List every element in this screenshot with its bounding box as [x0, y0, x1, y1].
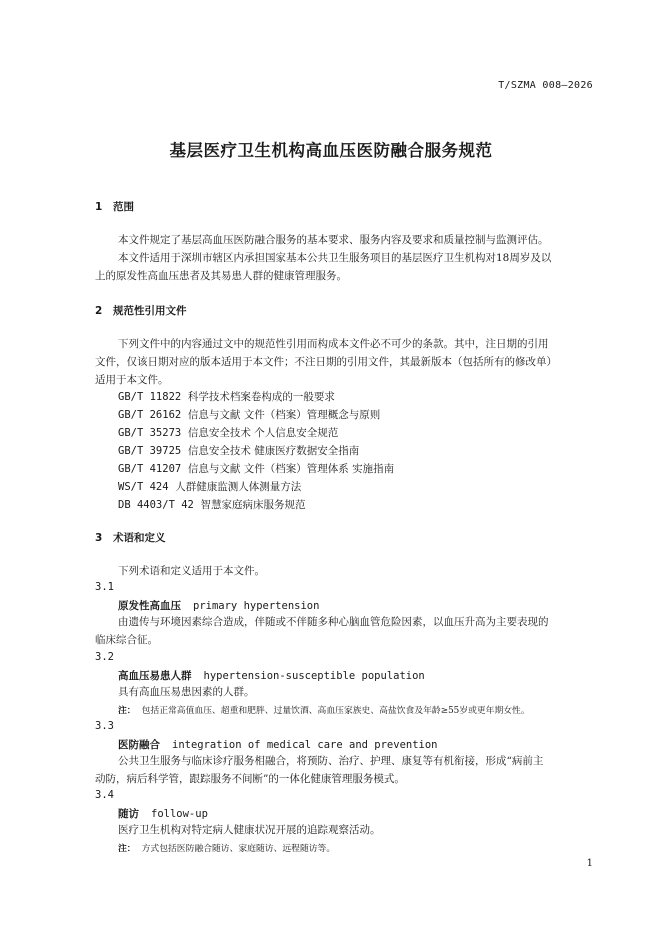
section-2-heading [95, 303, 187, 318]
paragraph: 上的原发性高血压患者及其易患人群的健康管理服务。 [95, 270, 347, 282]
reference-name: 信息与文献 文件（档案）管理体系 实施指南 [187, 463, 395, 475]
document-title: 基层医疗卫生机构高血压医防融合服务规范 [169, 141, 493, 160]
note-text: 方式包括医防融合随访、家庭随访、远程随访等。 [141, 844, 336, 854]
reference-code: GB/T 41207 [118, 463, 182, 475]
term-zh: 医防融合 [118, 739, 160, 751]
term-number: 3.4 [95, 789, 114, 801]
term-definition: 由遗传与环境因素综合造成，伴随或不伴随多种心脑血管危险因素，以血压升高为主要表现的 [118, 616, 549, 628]
paragraph: 文件，仅该日期对应的版本适用于本文件；不注日期的引用文件，其最新版本（包括所有的修改单） [95, 356, 557, 368]
reference-item [118, 443, 359, 458]
reference-code: DB 4403/T 42 [118, 499, 194, 511]
section-title: 范围 [113, 201, 134, 213]
paragraph: 下列文件中的内容通过文中的规范性引用而构成本文件必不可少的条款。其中，注日期的引用 [118, 338, 549, 350]
term-en: primary hypertension [193, 600, 320, 612]
reference-name: 信息与文献 文件（档案）管理概念与原则 [187, 409, 381, 421]
reference-item [118, 479, 301, 494]
paragraph: 适用于本文件。 [95, 374, 169, 386]
section-number: 1 [95, 201, 103, 213]
paragraph: 本文件规定了基层高血压医防融合服务的基本要求、服务内容及要求和质量控制与监测评估。 [118, 234, 549, 246]
reference-item [118, 461, 394, 476]
term-heading [118, 668, 425, 683]
reference-name: 人群健康监测人体测量方法 [175, 481, 302, 493]
term-zh: 随访 [118, 808, 139, 820]
term-en: hypertension-susceptible population [203, 670, 425, 682]
reference-name: 智慧家庭病床服务规范 [200, 499, 306, 511]
reference-item [118, 497, 306, 512]
term-number: 3.1 [95, 581, 114, 593]
term-heading [118, 806, 208, 821]
reference-name: 信息安全技术 健康医疗数据安全指南 [187, 445, 360, 457]
section-title: 规范性引用文件 [113, 305, 187, 317]
term-note [118, 841, 335, 854]
reference-code: GB/T 11822 [118, 391, 182, 403]
term-heading [118, 737, 438, 752]
paragraph: 本文件适用于深圳市辖区内承担国家基本公共卫生服务项目的基层医疗卫生机构对18周岁及以 [118, 252, 552, 264]
note-label: 注： [118, 706, 136, 716]
term-definition: 公共卫生服务与临床诊疗服务相融合，将预防、治疗、护理、康复等有机衔接，形成“病前主 [118, 755, 544, 767]
reference-item [118, 425, 338, 440]
term-note [118, 703, 530, 716]
reference-name: 信息安全技术 个人信息安全规范 [187, 427, 339, 439]
reference-code: GB/T 39725 [118, 445, 182, 457]
section-title: 术语和定义 [113, 532, 166, 544]
term-en: integration of medical care and prevention [172, 739, 438, 751]
note-text: 包括正常高值血压、超重和肥胖、过量饮酒、高血压家族史、高盐饮食及年龄≥55岁或更年期女性。 [141, 706, 530, 716]
term-definition: 具有高血压易患因素的人群。 [118, 686, 255, 698]
section-1-heading [95, 199, 134, 214]
term-definition: 医疗卫生机构对特定病人健康状况开展的追踪观察活动。 [118, 824, 381, 836]
term-number: 3.2 [95, 651, 114, 663]
section-number: 3 [95, 532, 103, 544]
term-zh: 原发性高血压 [118, 600, 181, 612]
section-3-heading [95, 530, 166, 545]
term-zh: 高血压易患人群 [118, 670, 192, 682]
section-number: 2 [95, 305, 103, 317]
paragraph: 下列术语和定义适用于本文件。 [118, 565, 265, 577]
reference-item [118, 407, 380, 422]
page-number: 1 [586, 858, 593, 869]
term-definition: 临床综合征。 [95, 634, 158, 646]
term-heading [118, 598, 319, 613]
term-definition: 动防，病后科学管，跟踪服务不间断”的一体化健康管理服务模式。 [95, 773, 405, 785]
reference-code: WS/T 424 [118, 481, 169, 493]
term-number: 3.3 [95, 720, 114, 732]
reference-code: GB/T 35273 [118, 427, 182, 439]
reference-code: GB/T 26162 [118, 409, 182, 421]
reference-name: 科学技术档案卷构成的一般要求 [187, 391, 335, 403]
reference-item [118, 389, 335, 404]
note-label: 注： [118, 844, 136, 854]
term-en: follow-up [151, 808, 208, 820]
document-code: T/SZMA 008—2026 [498, 80, 593, 91]
